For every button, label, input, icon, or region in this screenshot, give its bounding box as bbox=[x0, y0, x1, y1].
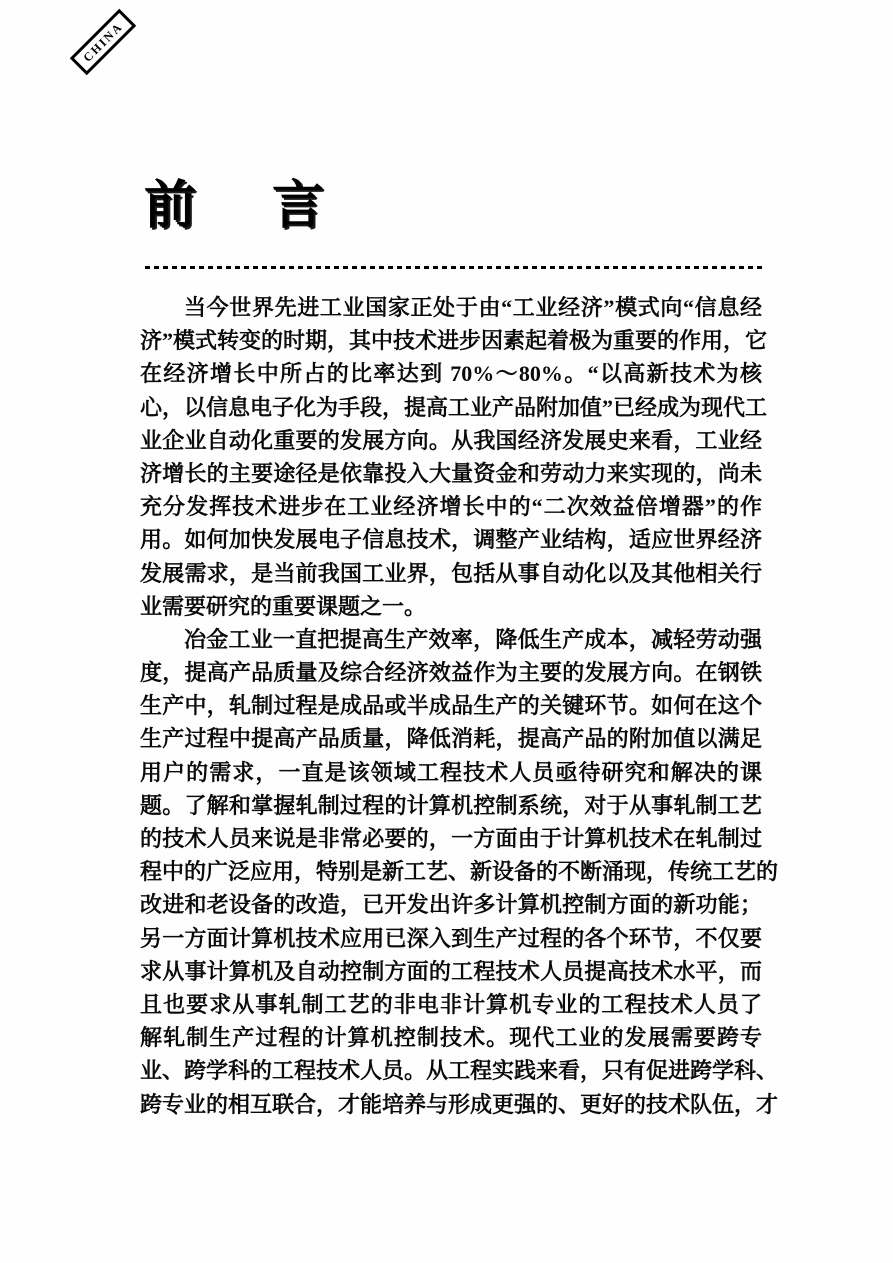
text-line: 跨专业的相互联合，才能培养与形成更强的、更好的技术队伍，才 bbox=[140, 1091, 779, 1117]
title-char-qian: 前 bbox=[144, 176, 197, 236]
text-line: 当今世界先进工业国家正处于由“工业经济”模式向“信息经 bbox=[184, 295, 762, 320]
text-line: 冶金工业一直把提高生产效率，降低生产成本，减轻劳动强 bbox=[184, 626, 762, 652]
text-line: 业、跨学科的工程技术人员。从工程实践来看，只有促进跨学科、 bbox=[140, 1058, 779, 1084]
china-stamp-label: CHINA bbox=[80, 19, 126, 65]
text-line: 在经济增长中所占的比率达到 70%～80%。“以高新技术为核 bbox=[140, 361, 762, 387]
text-line: 发展需求，是当前我国工业界，包括从事自动化以及其他相关行 bbox=[140, 560, 762, 586]
page-title bbox=[144, 178, 324, 234]
text-line: 题。了解和掌握轧制过程的计算机控制系统，对于从事轧制工艺 bbox=[140, 792, 762, 818]
text-line: 济”模式转变的时期，其中技术进步因素起着极为重要的作用，它 bbox=[140, 328, 768, 354]
text-line: 度，提高产品质量及综合经济效益作为主要的发展方向。在钢铁 bbox=[140, 660, 762, 686]
text-line: 用。如何加快发展电子信息技术，调整产业结构，适应世界经济 bbox=[140, 527, 762, 553]
text-line: 心，以信息电子化为手段，提高工业产品附加值”已经成为现代工 bbox=[140, 394, 768, 420]
text-line: 程中的广泛应用，特别是新工艺、新设备的不断涌现，传统工艺的 bbox=[140, 859, 779, 885]
text-line: 求从事计算机及自动控制方面的工程技术人员提高技术水平，而 bbox=[140, 958, 762, 984]
text-line: 且也要求从事轧制工艺的非电非计算机专业的工程技术人员了 bbox=[140, 991, 762, 1017]
text-line: 用户的需求，一直是该领域工程技术人员亟待研究和解决的课 bbox=[140, 759, 762, 785]
title-divider bbox=[145, 266, 763, 269]
text-line: 生产中，轧制过程是成品或半成品生产的关键环节。如何在这个 bbox=[140, 693, 762, 719]
text-line: 改进和老设备的改造，已开发出许多计算机控制方面的新功能； bbox=[140, 892, 762, 918]
text-line: 另一方面计算机技术应用已深入到生产过程的各个环节，不仅要 bbox=[140, 925, 762, 951]
text-line: 解轧制生产过程的计算机控制技术。现代工业的发展需要跨专 bbox=[140, 1025, 762, 1051]
preface-body bbox=[140, 291, 779, 1121]
text-line: 充分发挥技术进步在工业经济增长中的“二次效益倍增器”的作 bbox=[140, 494, 762, 520]
text-line: 生产过程中提高产品质量，降低消耗，提高产品的附加值以满足 bbox=[140, 726, 762, 752]
text-line: 的技术人员来说是非常必要的，一方面由于计算机技术在轧制过 bbox=[140, 826, 762, 851]
title-char-yan: 言 bbox=[272, 176, 325, 236]
text-line: 业需要研究的重要课题之一。 bbox=[140, 593, 427, 619]
text-line: 济增长的主要途径是依靠投入大量资金和劳动力来实现的，尚未 bbox=[140, 460, 762, 486]
text-line: 业企业自动化重要的发展方向。从我国经济发展史来看，工业经 bbox=[140, 427, 762, 453]
china-stamp bbox=[70, 9, 136, 75]
